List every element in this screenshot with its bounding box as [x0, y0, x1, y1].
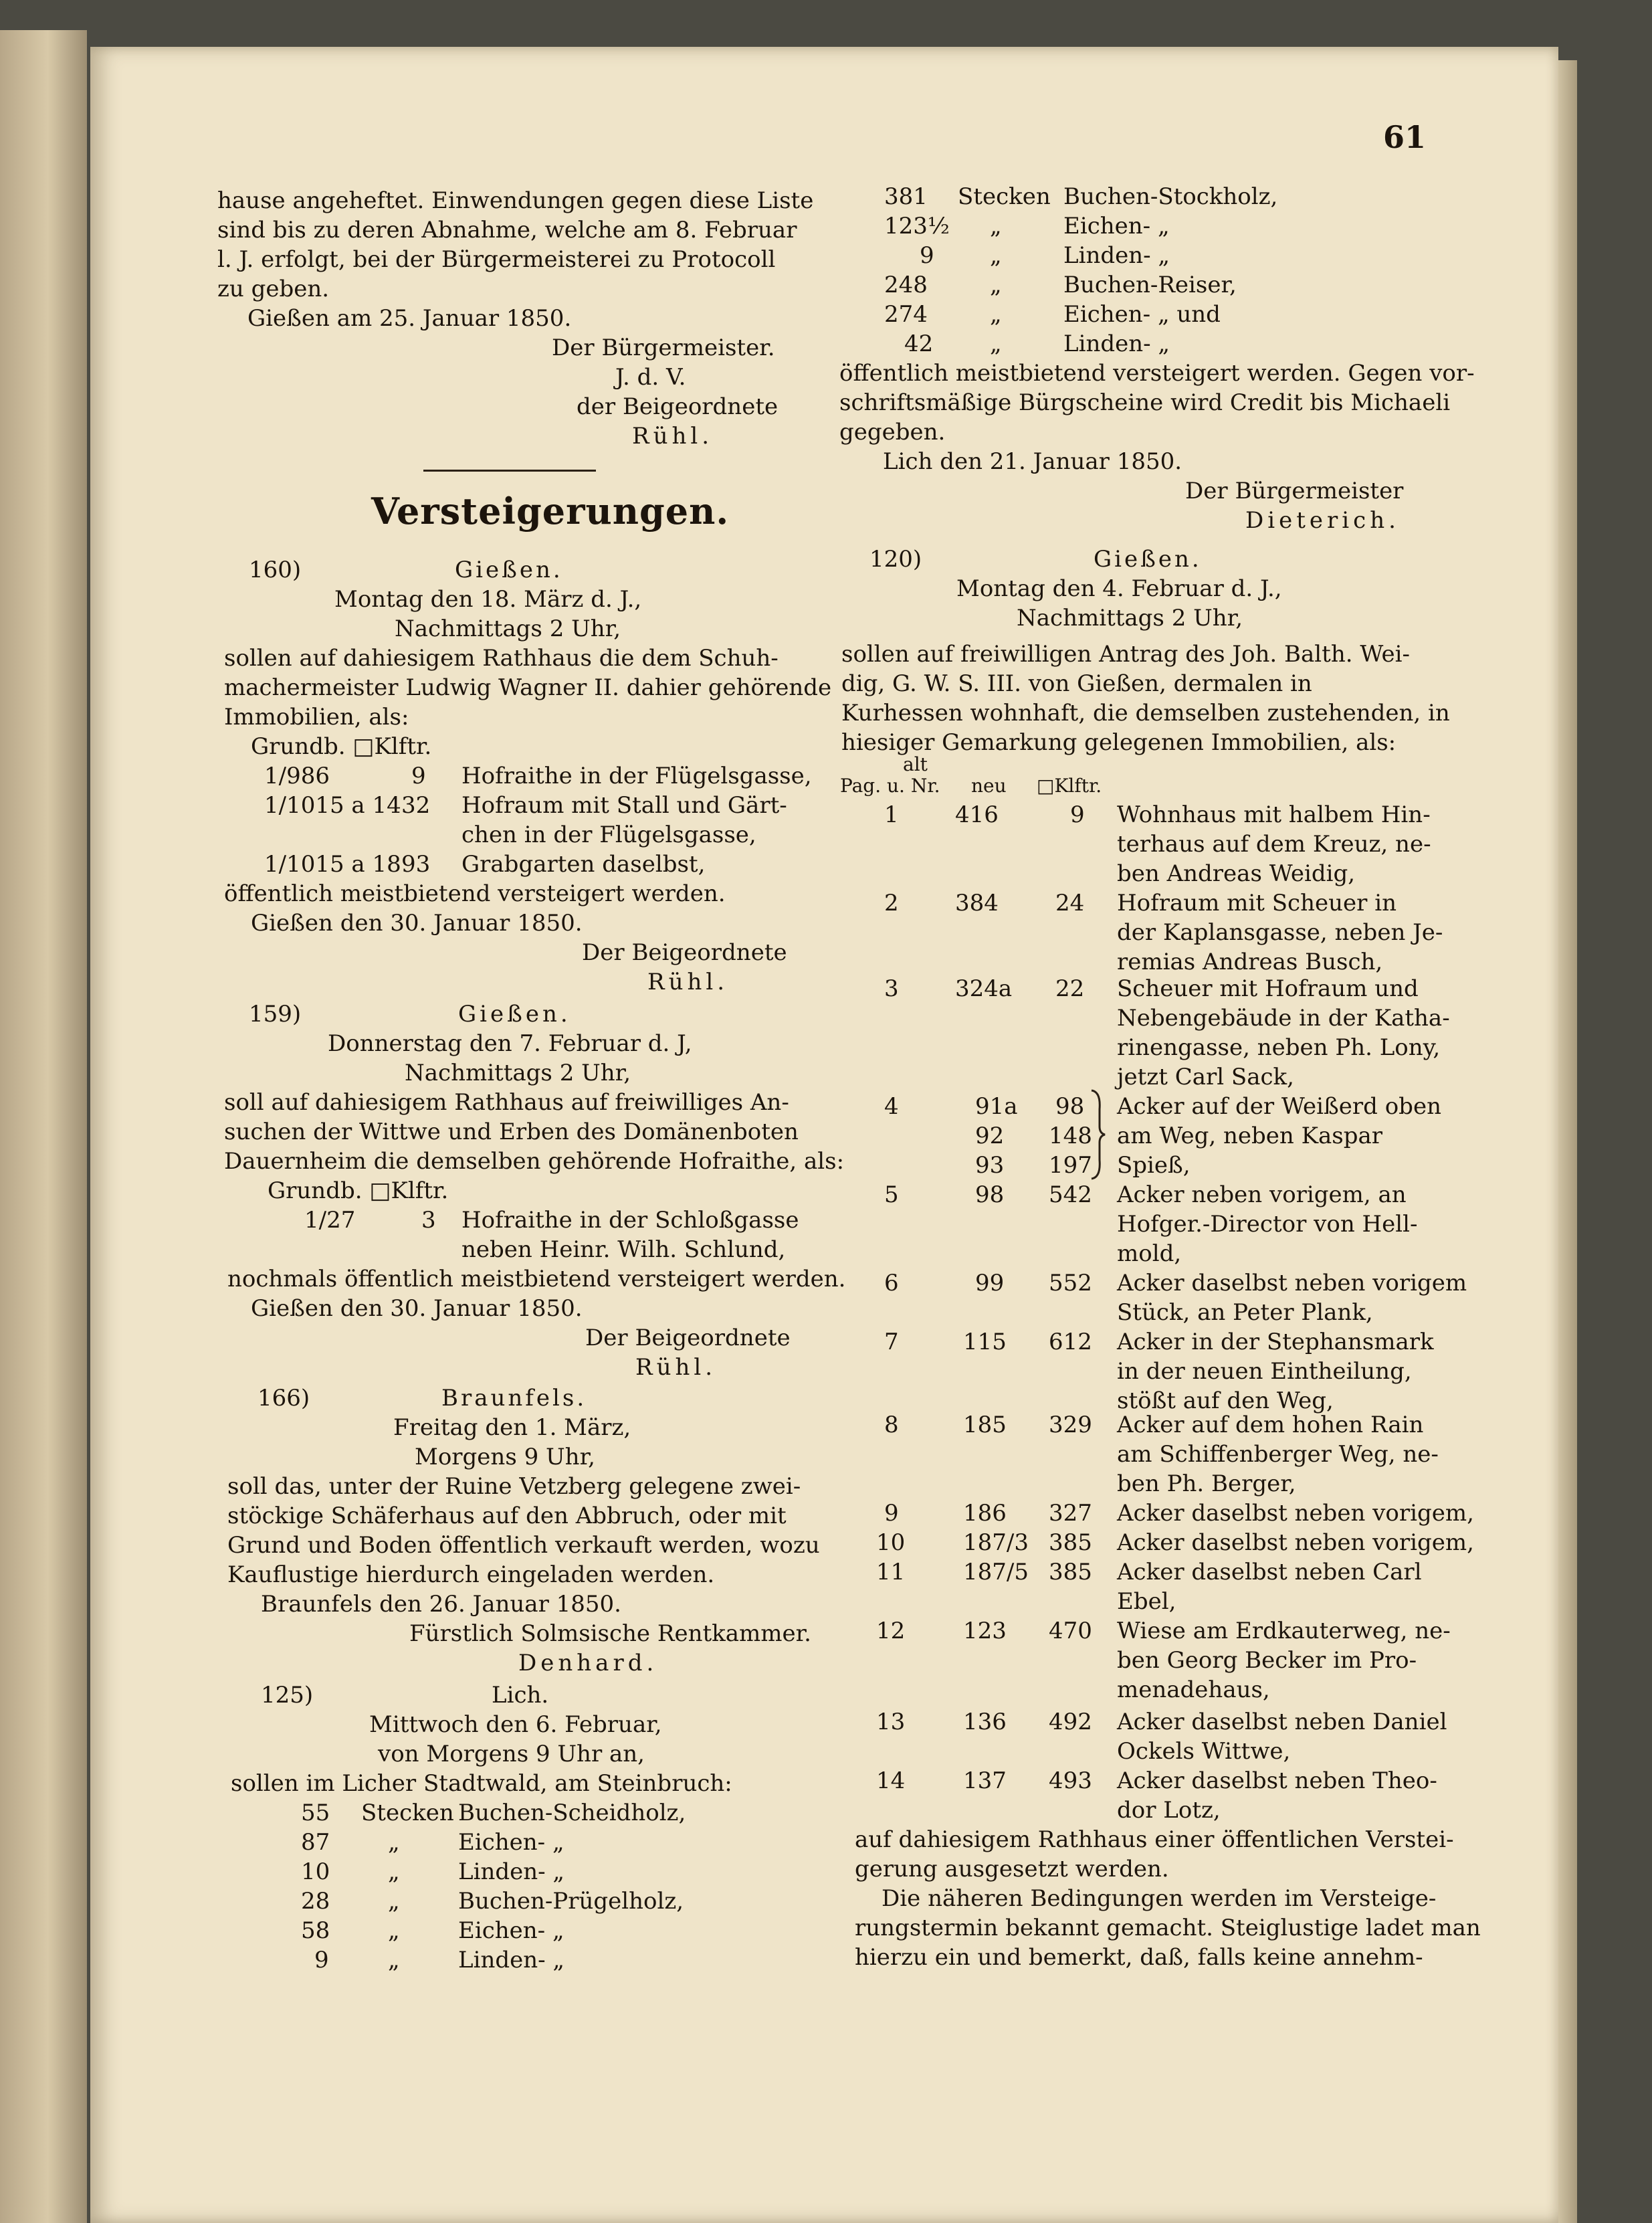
- parcel-size: 612: [1049, 1329, 1092, 1355]
- text-line: nochmals öffentlich meistbietend versteigert werden.: [227, 1266, 846, 1292]
- parcel-desc: menadehaus,: [1117, 1676, 1270, 1703]
- ad-time: Nachmittags 2 Uhr,: [395, 615, 621, 642]
- wood-type: Eichen- „ und: [1063, 301, 1221, 328]
- ad-date: Montag den 4. Februar d. J.,: [956, 575, 1282, 602]
- parcel-size: 493: [1049, 1767, 1092, 1794]
- parcel-desc: ben Andreas Weidig,: [1117, 860, 1356, 887]
- ad-place: Gießen.: [455, 557, 563, 583]
- text-line: hause angeheftet. Einwendungen gegen diese Liste: [217, 187, 814, 214]
- wood-qty: 9: [920, 242, 934, 269]
- parcel-pag: 3: [884, 975, 899, 1002]
- wood-unit: Stecken: [361, 1800, 454, 1826]
- parcel-desc: dor Lotz,: [1117, 1797, 1221, 1824]
- wood-qty: 381: [884, 183, 928, 210]
- ad-number: 159): [249, 1001, 302, 1028]
- ad-date: Donnerstag den 7. Februar d. J,: [328, 1030, 692, 1057]
- parcel-size: 148: [1049, 1123, 1092, 1149]
- ad-date: Freitag den 1. März,: [393, 1414, 631, 1441]
- wood-type: Eichen- „: [458, 1917, 564, 1944]
- text-line: rungstermin bekannt gemacht. Steiglustige ladet man: [855, 1915, 1481, 1941]
- parcel-size: 98: [1055, 1093, 1085, 1120]
- section-divider: [423, 470, 596, 472]
- wood-type: Eichen- „: [1063, 213, 1170, 239]
- parcel-ref: 1/986: [264, 763, 330, 789]
- signature-line: Fürstlich Solmsische Rentkammer.: [409, 1620, 811, 1647]
- signature-line: Der Bürgermeister: [1185, 478, 1404, 504]
- wood-type: Buchen-Reiser,: [1063, 272, 1237, 298]
- parcel-pag: 4: [884, 1093, 899, 1120]
- parcel-desc: terhaus auf dem Kreuz, ne-: [1117, 831, 1431, 858]
- wood-qty: 58: [301, 1917, 330, 1944]
- wood-type: Buchen-Stockholz,: [1063, 183, 1278, 210]
- parcel-desc: chen in der Flügelsgasse,: [461, 821, 756, 848]
- parcel-size: 385: [1049, 1529, 1092, 1556]
- parcel-desc: der Kaplansgasse, neben Je-: [1117, 919, 1443, 946]
- parcel-pag: 6: [884, 1270, 899, 1296]
- wood-qty: 10: [301, 1858, 330, 1885]
- wood-unit: „: [388, 1888, 400, 1915]
- wood-unit: „: [388, 1947, 400, 1973]
- wood-unit: „: [388, 1858, 400, 1885]
- parcel-desc: Hofraithe in der Schloßgasse: [461, 1207, 799, 1234]
- text-line: sind bis zu deren Abnahme, welche am 8. Februar: [217, 217, 797, 244]
- parcel-desc: Hofraum mit Scheuer in: [1117, 890, 1397, 916]
- parcel-size: 24: [1055, 890, 1085, 916]
- parcel-desc: Acker daselbst neben vorigem,: [1117, 1529, 1474, 1556]
- text-line: Immobilien, als:: [224, 704, 409, 731]
- wood-unit: „: [990, 301, 1002, 328]
- parcel-pag: 14: [876, 1767, 906, 1794]
- parcel-nr: 416: [955, 801, 999, 828]
- parcel-pag: 1: [884, 801, 899, 828]
- wood-unit: Stecken: [958, 183, 1051, 210]
- parcel-pag: 2: [884, 890, 899, 916]
- parcel-desc: Acker daselbst neben Theo-: [1117, 1767, 1437, 1794]
- parcel-size: 492: [1049, 1709, 1092, 1735]
- wood-unit: „: [990, 242, 1002, 269]
- text-line: dig, G. W. S. III. von Gießen, dermalen in: [841, 670, 1312, 697]
- wood-type: Buchen-Prügelholz,: [458, 1888, 684, 1915]
- text-line: Grund und Boden öffentlich verkauft werden, wozu: [227, 1532, 820, 1559]
- wood-qty: 28: [301, 1888, 330, 1915]
- parcel-nr: 92: [975, 1123, 1005, 1149]
- wood-type: Buchen-Scheidholz,: [458, 1800, 686, 1826]
- table-header: Grundb. □Klftr.: [251, 733, 432, 760]
- parcel-desc: in der neuen Eintheilung,: [1117, 1358, 1412, 1385]
- parcel-desc: Stück, an Peter Plank,: [1117, 1299, 1373, 1326]
- parcel-pag: 11: [876, 1559, 906, 1585]
- text-line: soll auf dahiesigem Rathhaus auf freiwilliges An-: [224, 1089, 789, 1116]
- date-line: Lich den 21. Januar 1850.: [883, 448, 1182, 475]
- wood-unit: „: [388, 1917, 400, 1944]
- text-line: auf dahiesigem Rathhaus einer öffentlichen Verstei-: [855, 1826, 1454, 1853]
- text-line: sollen im Licher Stadtwald, am Steinbruch:: [231, 1770, 732, 1797]
- wood-type: Linden- „: [1063, 242, 1170, 269]
- text-line: öffentlich meistbietend versteigert werden. Gegen vor-: [839, 360, 1475, 387]
- parcel-pag: 10: [876, 1529, 906, 1556]
- ad-date: Montag den 18. März d. J.,: [334, 586, 642, 613]
- parcel-desc: Hofger.-Director von Hell-: [1117, 1211, 1418, 1238]
- parcel-nr: 187/5: [963, 1559, 1029, 1585]
- text-line: schriftsmäßige Bürgscheine wird Credit bis Michaeli: [839, 389, 1451, 416]
- parcel-pag: 13: [876, 1709, 906, 1735]
- parcel-nr: 98: [975, 1181, 1005, 1208]
- parcel-desc: rinengasse, neben Ph. Lony,: [1117, 1034, 1441, 1061]
- signature-name: Rühl.: [635, 1354, 717, 1381]
- parcel-desc: Scheuer mit Hofraum und: [1117, 975, 1419, 1002]
- parcel-desc: Grabgarten daselbst,: [461, 851, 706, 878]
- parcel-nr: 115: [963, 1329, 1007, 1355]
- parcel-size: 385: [1049, 1559, 1092, 1585]
- wood-qty: 274: [884, 301, 928, 328]
- text-line: hierzu ein und bemerkt, daß, falls keine annehm-: [855, 1944, 1423, 1971]
- signature-line: Der Beigeordnete: [582, 939, 787, 966]
- section-heading: Versteigerungen.: [371, 490, 730, 533]
- adjacent-page-edge: [0, 30, 87, 2223]
- parcel-ref: 1/1015 a 14: [264, 792, 401, 819]
- date-line: Gießen den 30. Januar 1850.: [251, 1295, 583, 1322]
- text-line: öffentlich meistbietend versteigert werden.: [224, 880, 726, 907]
- parcel-desc: Ebel,: [1117, 1588, 1176, 1615]
- parcel-nr: 324a: [955, 975, 1013, 1002]
- date-line: Gießen den 30. Januar 1850.: [251, 910, 583, 937]
- parcel-pag: 12: [876, 1618, 906, 1644]
- text-line: Kauflustige hierdurch eingeladen werden.: [227, 1561, 715, 1588]
- page-number: 61: [1383, 119, 1427, 155]
- text-line: l. J. erfolgt, bei der Bürgermeisterei zu Protocoll: [217, 246, 776, 273]
- signature-line: der Beigeordnete: [577, 393, 779, 420]
- ad-date: Mittwoch den 6. Februar,: [369, 1711, 662, 1738]
- parcel-desc: Acker auf der Weißerd oben: [1117, 1093, 1441, 1120]
- ad-time: Nachmittags 2 Uhr,: [405, 1060, 631, 1086]
- table-header-alt: alt: [903, 753, 928, 775]
- parcel-desc: am Weg, neben Kaspar: [1117, 1123, 1383, 1149]
- text-line: sollen auf freiwilligen Antrag des Joh. Balth. Wei-: [841, 641, 1410, 668]
- text-line: soll das, unter der Ruine Vetzberg gelegene zwei-: [227, 1473, 801, 1500]
- parcel-nr: 187/3: [963, 1529, 1029, 1556]
- wood-qty: 42: [904, 330, 934, 357]
- parcel-pag: 5: [884, 1181, 899, 1208]
- signature-name: Denhard.: [518, 1650, 658, 1676]
- parcel-desc: remias Andreas Busch,: [1117, 949, 1383, 975]
- wood-qty: 55: [301, 1800, 330, 1826]
- parcel-nr: 185: [963, 1412, 1007, 1438]
- signature-line: Der Bürgermeister.: [552, 334, 775, 361]
- parcel-desc: Ockels Wittwe,: [1117, 1738, 1291, 1765]
- parcel-nr: 384: [955, 890, 999, 916]
- parcel-size: 93: [401, 851, 431, 878]
- wood-unit: „: [990, 330, 1002, 357]
- ad-number: 120): [869, 546, 922, 573]
- parcel-size: 329: [1049, 1412, 1092, 1438]
- parcel-desc: Hofraithe in der Flügelsgasse,: [461, 763, 812, 789]
- table-header: Grundb. □Klftr.: [268, 1177, 449, 1204]
- ad-time: Morgens 9 Uhr,: [415, 1444, 595, 1470]
- parcel-desc: Wiese am Erdkauterweg, ne-: [1117, 1618, 1451, 1644]
- brace-icon: [1089, 1089, 1106, 1180]
- table-header-klftr: □Klftr.: [1037, 775, 1102, 797]
- parcel-size: 542: [1049, 1181, 1092, 1208]
- signature-line: Der Beigeordnete: [585, 1325, 791, 1351]
- text-line: Die näheren Bedingungen werden im Versteige-: [882, 1885, 1437, 1912]
- text-line: hiesiger Gemarkung gelegenen Immobilien, als:: [841, 729, 1397, 756]
- parcel-nr: 123: [963, 1618, 1007, 1644]
- parcel-size: 552: [1049, 1270, 1092, 1296]
- parcel-desc: stößt auf den Weg,: [1117, 1387, 1334, 1414]
- wood-type: Eichen- „: [458, 1829, 564, 1856]
- parcel-desc: ben Ph. Berger,: [1117, 1470, 1296, 1497]
- parcel-nr: 91a: [975, 1093, 1018, 1120]
- wood-type: Linden- „: [458, 1947, 565, 1973]
- parcel-size: 197: [1049, 1152, 1092, 1179]
- text-line: Dauernheim die demselben gehörende Hofraithe, als:: [224, 1148, 845, 1175]
- parcel-desc: Acker in der Stephansmark: [1117, 1329, 1434, 1355]
- table-header-pag: Pag. u. Nr.: [840, 775, 940, 797]
- parcel-desc: jetzt Carl Sack,: [1117, 1064, 1294, 1090]
- parcel-desc: mold,: [1117, 1240, 1182, 1267]
- ad-number: 166): [257, 1385, 310, 1412]
- signature-line: J. d. V.: [615, 364, 686, 391]
- parcel-size: 470: [1049, 1618, 1092, 1644]
- signature-name: Dieterich.: [1245, 507, 1400, 534]
- ad-number: 160): [249, 557, 302, 583]
- wood-unit: „: [990, 213, 1002, 239]
- ad-time: Nachmittags 2 Uhr,: [1017, 605, 1243, 632]
- wood-type: Linden- „: [1063, 330, 1170, 357]
- ad-place: Braunfels.: [441, 1385, 587, 1412]
- parcel-desc: Nebengebäude in der Katha-: [1117, 1005, 1450, 1032]
- parcel-desc: Acker daselbst neben Daniel: [1117, 1709, 1447, 1735]
- ad-place: Lich.: [492, 1682, 549, 1709]
- ad-number: 125): [261, 1682, 314, 1709]
- parcel-size: 327: [1049, 1500, 1092, 1527]
- parcel-desc: Acker daselbst neben Carl: [1117, 1559, 1422, 1585]
- parcel-desc: neben Heinr. Wilh. Schlund,: [461, 1236, 786, 1263]
- parcel-ref: 1/1015 a 18: [264, 851, 401, 878]
- wood-qty: 248: [884, 272, 928, 298]
- parcel-desc: Acker daselbst neben vorigem,: [1117, 1500, 1474, 1527]
- ad-place: Gießen.: [458, 1001, 571, 1028]
- table-header-neu: neu: [971, 775, 1007, 797]
- page-stack-edge: [1558, 60, 1577, 2223]
- text-line: suchen der Wittwe und Erben des Domänenboten: [224, 1119, 799, 1145]
- parcel-desc: Spieß,: [1117, 1152, 1191, 1179]
- text-line: stöckige Schäferhaus auf den Abbruch, oder mit: [227, 1503, 787, 1529]
- wood-unit: „: [990, 272, 1002, 298]
- wood-unit: „: [388, 1829, 400, 1856]
- parcel-desc: Acker daselbst neben vorigem: [1117, 1270, 1467, 1296]
- text-line: Kurhessen wohnhaft, die demselben zustehenden, in: [841, 700, 1450, 727]
- parcel-pag: 9: [884, 1500, 899, 1527]
- text-line: gerung ausgesetzt werden.: [855, 1856, 1169, 1882]
- wood-qty: 123½: [884, 213, 950, 239]
- parcel-size: 22: [1055, 975, 1085, 1002]
- signature-name: Rühl.: [632, 423, 714, 450]
- parcel-desc: Hofraum mit Stall und Gärt-: [461, 792, 787, 819]
- parcel-desc: Wohnhaus mit halbem Hin-: [1117, 801, 1431, 828]
- text-line: machermeister Ludwig Wagner II. dahier gehörende: [224, 674, 832, 701]
- parcel-size: 3: [421, 1207, 436, 1234]
- ad-time: von Morgens 9 Uhr an,: [378, 1741, 645, 1767]
- parcel-size: 32: [401, 792, 431, 819]
- parcel-desc: Acker auf dem hohen Rain: [1117, 1412, 1424, 1438]
- parcel-nr: 186: [963, 1500, 1007, 1527]
- wood-type: Linden- „: [458, 1858, 565, 1885]
- wood-qty: 9: [314, 1947, 329, 1973]
- parcel-nr: 137: [963, 1767, 1007, 1794]
- parcel-size: 9: [1070, 801, 1085, 828]
- text-line: gegeben.: [839, 419, 946, 446]
- date-line: Gießen am 25. Januar 1850.: [247, 305, 572, 332]
- parcel-nr: 99: [975, 1270, 1005, 1296]
- parcel-ref: 1/27: [304, 1207, 356, 1234]
- parcel-desc: am Schiffenberger Weg, ne-: [1117, 1441, 1439, 1468]
- wood-qty: 87: [301, 1829, 330, 1856]
- parcel-size: 9: [411, 763, 426, 789]
- parcel-desc: ben Georg Becker im Pro-: [1117, 1647, 1417, 1674]
- parcel-nr: 93: [975, 1152, 1005, 1179]
- date-line: Braunfels den 26. Januar 1850.: [261, 1591, 621, 1618]
- parcel-pag: 7: [884, 1329, 899, 1355]
- parcel-pag: 8: [884, 1412, 899, 1438]
- ad-place: Gießen.: [1094, 546, 1202, 573]
- parcel-nr: 136: [963, 1709, 1007, 1735]
- text-line: sollen auf dahiesigem Rathhaus die dem Schuh-: [224, 645, 779, 672]
- parcel-desc: Acker neben vorigem, an: [1117, 1181, 1407, 1208]
- grouping-brace: [1089, 1089, 1106, 1193]
- text-line: zu geben.: [217, 276, 330, 302]
- signature-name: Rühl.: [647, 969, 729, 995]
